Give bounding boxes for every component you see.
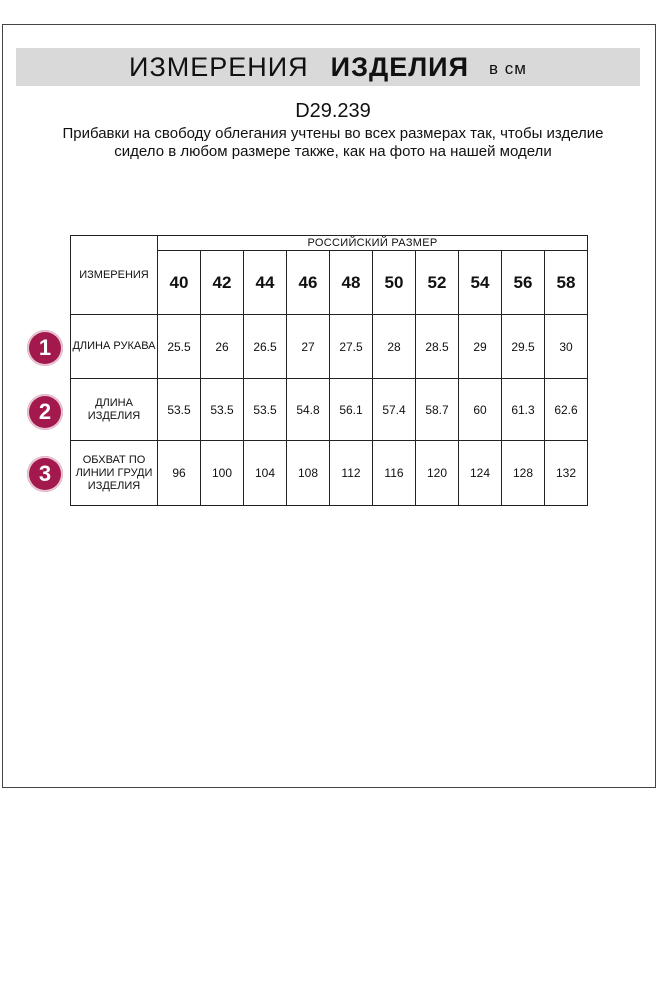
number-badge-1: 1 (27, 330, 63, 366)
row-label: ДЛИНА РУКАВА (71, 315, 158, 379)
size-header: 54 (459, 251, 502, 315)
fit-note: Прибавки на свободу облегания учтены во всех размерах так, чтобы изделие сидело в любом размере также, как на фото на нашей модели (62, 125, 604, 160)
table-cell: 120 (416, 441, 459, 506)
title-bar (16, 48, 640, 86)
table-cell: 30 (545, 315, 588, 379)
table-cell: 57.4 (373, 379, 416, 441)
table-cell: 56.1 (330, 379, 373, 441)
size-header: 44 (244, 251, 287, 315)
table-cell: 112 (330, 441, 373, 506)
table-cell: 61.3 (502, 379, 545, 441)
table-cell: 29 (459, 315, 502, 379)
table-cell: 116 (373, 441, 416, 506)
table-cell: 124 (459, 441, 502, 506)
table-cell: 53.5 (244, 379, 287, 441)
size-table (70, 235, 588, 506)
table-cell: 27.5 (330, 315, 373, 379)
size-header: 40 (158, 251, 201, 315)
table-row-product-length (71, 379, 588, 441)
table-cell: 54.8 (287, 379, 330, 441)
table-cell: 132 (545, 441, 588, 506)
size-header: 48 (330, 251, 373, 315)
table-cell: 29.5 (502, 315, 545, 379)
table-cell: 53.5 (201, 379, 244, 441)
size-header: 58 (545, 251, 588, 315)
table-row-chest-girth (71, 441, 588, 506)
article-code: D29.239 (295, 100, 371, 122)
table-cell: 60 (459, 379, 502, 441)
size-header: 50 (373, 251, 416, 315)
title-product: ИЗДЕЛИЯ (330, 51, 469, 82)
table-group-header-row (71, 236, 588, 251)
table-cell: 25.5 (158, 315, 201, 379)
russian-size-header: РОССИЙСКИЙ РАЗМЕР (158, 236, 588, 251)
table-cell: 128 (502, 441, 545, 506)
table-cell: 58.7 (416, 379, 459, 441)
table-cell: 26.5 (244, 315, 287, 379)
table-cell: 100 (201, 441, 244, 506)
size-header: 46 (287, 251, 330, 315)
table-cell: 28 (373, 315, 416, 379)
row-label: ОБХВАТ ПО ЛИНИИ ГРУДИ ИЗДЕЛИЯ (71, 441, 158, 506)
table-cell: 26 (201, 315, 244, 379)
table-cell: 104 (244, 441, 287, 506)
table-cell: 96 (158, 441, 201, 506)
table-cell: 53.5 (158, 379, 201, 441)
table-row-sleeve-length (71, 315, 588, 379)
corner-label: ИЗМЕРЕНИЯ (71, 236, 158, 315)
title-unit: в см (489, 59, 527, 78)
table-cell: 28.5 (416, 315, 459, 379)
size-header: 56 (502, 251, 545, 315)
size-header: 42 (201, 251, 244, 315)
number-badge-2: 2 (27, 394, 63, 430)
table-cell: 108 (287, 441, 330, 506)
table-cell: 62.6 (545, 379, 588, 441)
number-badge-3: 3 (27, 456, 63, 492)
row-label: ДЛИНА ИЗДЕЛИЯ (71, 379, 158, 441)
title-measurements: ИЗМЕРЕНИЯ (129, 51, 309, 82)
size-header: 52 (416, 251, 459, 315)
table-cell: 27 (287, 315, 330, 379)
